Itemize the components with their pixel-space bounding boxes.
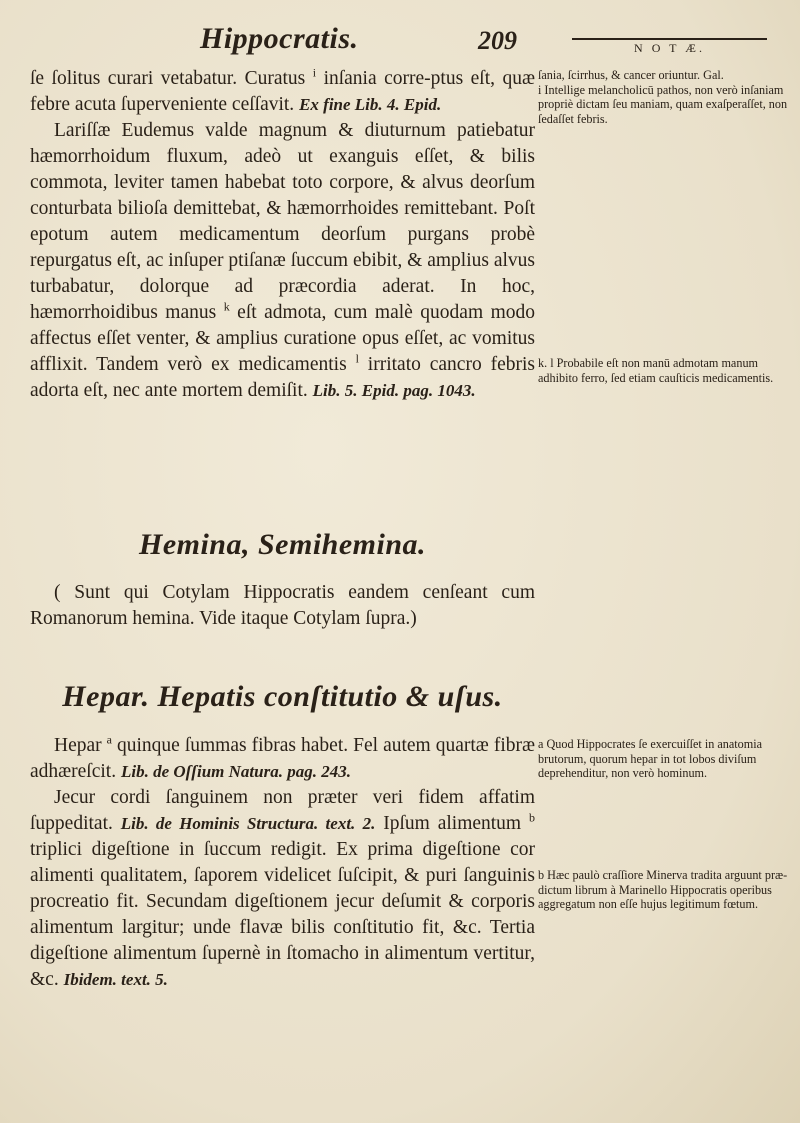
section3-heading: Hepar. Hepatis conſtitutio & uſus. [62, 680, 503, 713]
footnote-marker-i: i [312, 65, 317, 80]
footnote-marker-l: l [355, 351, 359, 366]
notes-heading: N O T Æ. [572, 38, 767, 56]
section2-heading: Hemina, Semihemina. [138, 528, 427, 561]
note-a: a Quod Hippocrates ſe exercuiſſet in anatomia brutorum, quorum hepar in tot lobos diviſum deprehenditur, non verò hominum. [538, 737, 763, 781]
section3-note-a-column [538, 737, 788, 781]
section1-paragraph-1: ſe ſolitus curari vetabatur. Curatus $^i$ inſania corre-ptus eſt, quæ febre acuta ſuperveniente ceſſavit. Ex fine Lib. 4. Epid. [30, 65, 535, 115]
section3-paragraph-2: Jecur cordi ſanguinem non præter veri fidem affatim ſuppeditat. Lib. de Hominis Structura. text. 2. Ipſum alimentum $^b$ triplici digeſtione in ſuccum redigit. Ex prima digeſtione cor alimenti qualitatem, ſaporem videlicet ſuſcipit, & puri ſanguinis procreatio fit. Secundam digeſtionem jecur deſumit & corporis alimentum largitur; unde flavæ bilis conſtitutio fit, &c. Tertia digeſtione alimentum ſupernè in ſtomacho in alimentum vertitur, &c. Ibidem. text. 5. [30, 787, 535, 990]
footnote-marker-b: b [529, 810, 535, 825]
running-title: Hippocratis. [200, 22, 359, 55]
section1-main-text [30, 66, 535, 404]
section2-paragraph: ( Sunt qui Cotylam Hippocratis eandem cenſeant cum Romanorum hemina. Vide itaque Cotylam ſupra.) [30, 582, 535, 629]
section2-main-text [30, 580, 535, 632]
note-k-l: k. l Probabile eſt non manū admotam manum adhibito ferro, ſed etiam cauſticis medicamentis. [538, 356, 774, 385]
section3-main-text [30, 733, 535, 993]
note-b: b Hæc paulò craſſiore Minerva tradita arguunt præ-dictum librum à Marinello Hippocratis operibus aggregatum non eſſe hujus legitimum fœtum. [538, 868, 788, 912]
footnote-marker-k: k [223, 299, 230, 314]
page-header [200, 22, 790, 62]
note-i: i Intellige melancholicū pathos, non verò inſaniam propriè dictam ſeu maniam, quam exaſperaſſet, non ſedaſſet febris. [538, 82, 788, 126]
section1-notes-column [538, 68, 788, 126]
section3-paragraph-1: Hepar $^a$ quinque ſummas fibras habet. Fel autem quartæ fibræ adhæreſcit. Lib. de Oſſium Natura. pag. 243. [30, 732, 535, 782]
section1-paragraph-2: Lariſſæ Eudemus valde magnum & diuturnum patiebatur hæmorrhoidum fluxum, adeò ut exanguis eſſet, & bilis commota, leviter tamen habebat toto corpore, & alvus deorſum conturbata bilioſa demittebat, & hæmorrhoides remittebant. Poſt epotum autem medicamentum deorſum purgans probè repurgatus eſt, ac inſuper ptiſanæ ſuccum ebibit, & amplius alvus turbabatur, dolorque ad præcordia aderat. In hoc, hæmorrhoidibus manus $^k$ eſt admota, cum malè quodam modo affectus eſſet venter, & amplius curatione opus eſſet, ac vomitus afflixit. Tandem verò ex medicamentis $^l$ irritato cancro febris adorta eſt, nec ante mortem demiſit. Lib. 5. Epid. pag. 1043. [30, 120, 535, 401]
section3-note-b-column [538, 868, 788, 912]
citation-ref: Lib. de Oſſium Natura. pag. 243. [120, 762, 351, 781]
page-number: 209 [478, 26, 517, 55]
citation-ref: Ex fine Lib. 4. Epid. [299, 95, 442, 114]
citation-ref: Ibidem. text. 5. [63, 970, 168, 989]
citation-ref: Lib. 5. Epid. pag. 1043. [312, 381, 476, 400]
section1-notes-lower [538, 356, 788, 385]
footnote-marker-a: a [106, 732, 112, 747]
note-continuation: ſania, ſcirrhus, & cancer oriuntur. Gal. [538, 68, 724, 82]
citation-ref: Lib. de Hominis Structura. text. 2. [120, 814, 376, 833]
